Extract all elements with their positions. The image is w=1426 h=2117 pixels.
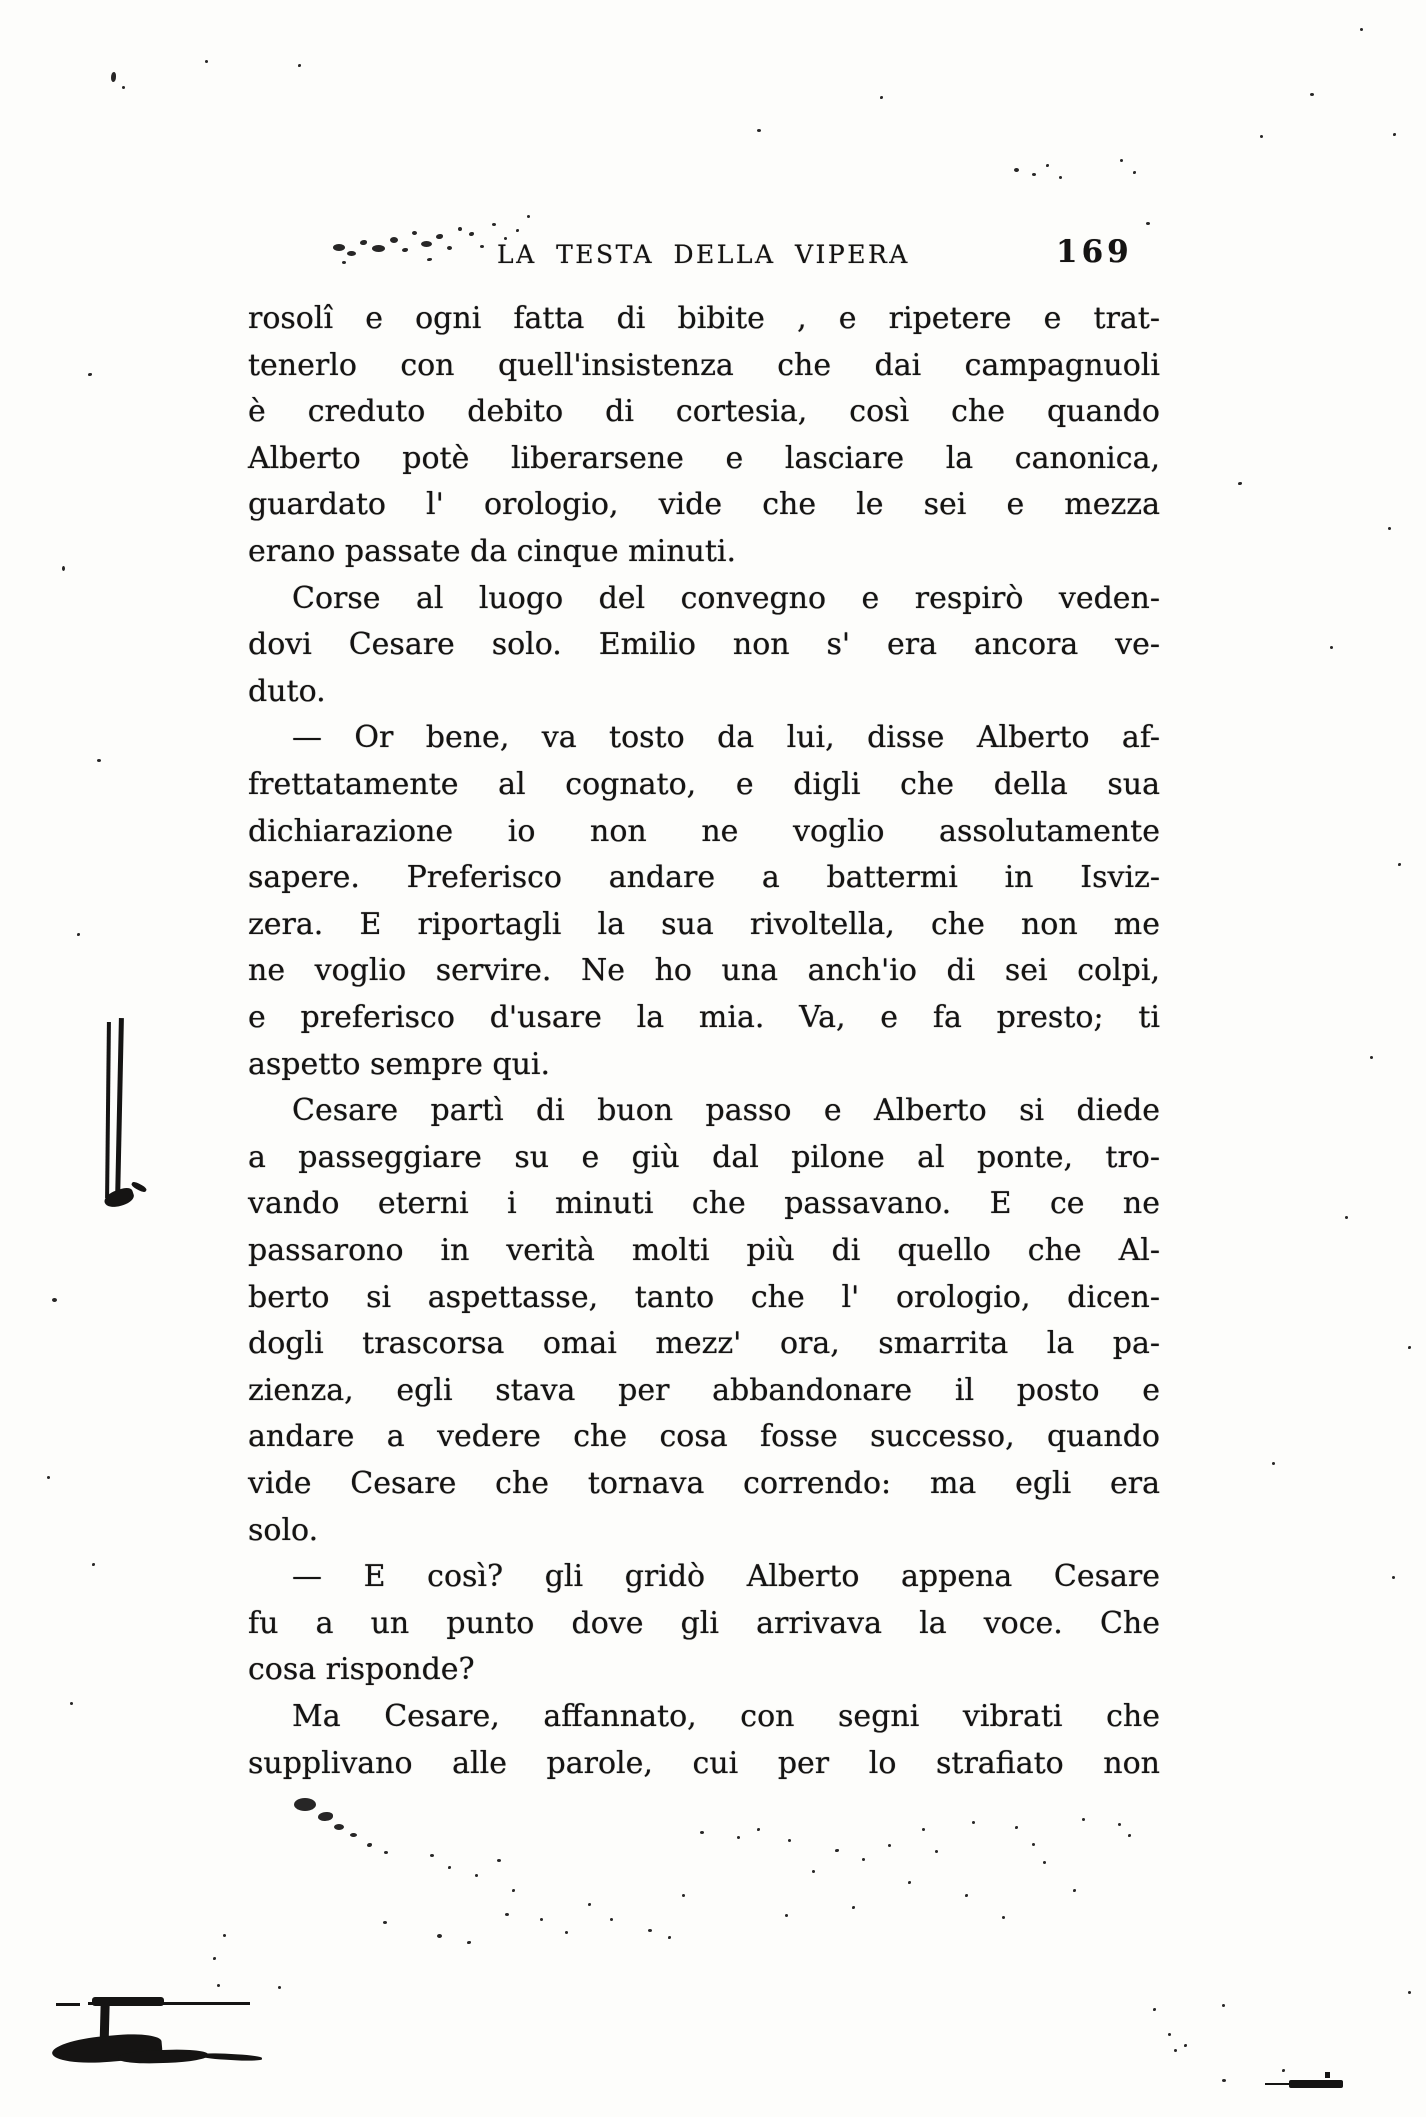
ink-speck bbox=[97, 759, 101, 762]
ink-speck bbox=[1388, 527, 1391, 530]
ink-speck bbox=[737, 1836, 740, 1839]
ink-speck bbox=[757, 129, 761, 132]
text-line: Corse al luogo del convegno e respirò veden- bbox=[292, 580, 1160, 616]
ink-speck bbox=[492, 223, 496, 226]
text-line: Cesare partì di buon passo e Alberto si diede bbox=[292, 1093, 1160, 1129]
text-line: guardato l' orologio, vide che le sei e mezza bbox=[248, 487, 1160, 523]
ink-speck bbox=[540, 1918, 543, 1921]
text-line: è creduto debito di cortesia, così che quando bbox=[248, 394, 1160, 430]
text-line: sapere. Preferisco andare a battermi in Isviz- bbox=[248, 860, 1160, 896]
ink-speck bbox=[1330, 646, 1333, 649]
ink-speck bbox=[122, 86, 125, 89]
ink-speck bbox=[333, 244, 345, 251]
ink-speck bbox=[922, 1828, 925, 1831]
text-line: tenerlo con quell'insistenza che dai campagnuoli bbox=[248, 347, 1160, 383]
text-line: dovi Cesare solo. Emilio non s' era ancora ve- bbox=[248, 627, 1160, 663]
ink-speck bbox=[935, 1850, 938, 1853]
ink-speck bbox=[334, 1824, 344, 1830]
text-line: berto si aspettasse, tanto che l' orologio, dicen- bbox=[248, 1279, 1160, 1315]
ink-speck bbox=[217, 1984, 220, 1987]
ink-speck bbox=[350, 1833, 357, 1837]
text-line: dogli trascorsa omai mezz' ora, smarrita la pa- bbox=[248, 1326, 1160, 1362]
running-title: LA TESTA DELLA VIPERA bbox=[497, 240, 910, 269]
ink-speck bbox=[1168, 2033, 1171, 2036]
text-line: zera. E riportagli la sua rivoltella, che non me bbox=[248, 906, 1160, 942]
ink-speck bbox=[505, 1913, 509, 1916]
ink-speck bbox=[70, 1702, 73, 1705]
ink-speck bbox=[862, 1858, 865, 1861]
ink-speck bbox=[1222, 2004, 1225, 2007]
text-line: vando eterni i minuti che passavano. E ce ne bbox=[248, 1186, 1160, 1222]
text-line: fu a un punto dove gli arrivava la voce. Che bbox=[248, 1605, 1160, 1641]
ink-speck bbox=[1002, 1916, 1005, 1919]
ink-speck bbox=[384, 1851, 388, 1854]
ink-speck bbox=[1260, 135, 1263, 138]
text-line: supplivano alle parole, cui per lo strafiato non bbox=[248, 1745, 1160, 1781]
ink-speck bbox=[1360, 28, 1363, 31]
ink-speck bbox=[610, 1918, 613, 1921]
ink-speck bbox=[347, 251, 356, 256]
ink-speck bbox=[1032, 1843, 1035, 1846]
ink-speck bbox=[383, 1921, 387, 1924]
mark-tick bbox=[1325, 2072, 1330, 2078]
ink-speck bbox=[1118, 1823, 1121, 1826]
text-line: vide Cesare che tornava correndo: ma egli era bbox=[248, 1466, 1160, 1501]
text-line: rosolî e ogni fatta di bibite , e ripetere e trat- bbox=[248, 301, 1160, 336]
ink-speck bbox=[1408, 1991, 1411, 1994]
page-number: 169 bbox=[1056, 234, 1133, 270]
ink-speck bbox=[1032, 173, 1036, 176]
text-line: aspetto sempre qui. bbox=[248, 1046, 551, 1082]
text-line: zienza, egli stava per abbandonare il posto e bbox=[248, 1372, 1160, 1408]
ink-speck bbox=[1082, 1818, 1085, 1821]
text-line: erano passate da cinque minuti. bbox=[248, 534, 737, 569]
mark-tick bbox=[131, 1181, 148, 1194]
ink-speck bbox=[278, 1986, 281, 1989]
text-line: solo. bbox=[248, 1512, 319, 1548]
bottom-right-ink-line bbox=[1265, 2070, 1349, 2092]
ink-speck bbox=[62, 566, 65, 571]
ink-speck bbox=[1370, 1056, 1373, 1059]
mark-stroke bbox=[115, 1018, 124, 1200]
mark-stroke bbox=[56, 2003, 80, 2006]
text-line: Ma Cesare, affannato, con segni vibrati che bbox=[292, 1699, 1160, 1734]
ink-speck bbox=[205, 60, 208, 63]
ink-speck bbox=[682, 1894, 685, 1897]
text-line: ne voglio servire. Ne ho una anch'io di sei colpi, bbox=[248, 953, 1160, 989]
text-line: a passeggiare su e giù dal pilone al ponte, tro- bbox=[248, 1139, 1160, 1175]
text-line: frettatamente al cognato, e digli che della sua bbox=[248, 767, 1160, 802]
ink-speck bbox=[1146, 222, 1150, 225]
ink-speck bbox=[372, 245, 385, 252]
ink-speck bbox=[1310, 93, 1314, 96]
ink-speck bbox=[480, 245, 484, 248]
text-line: Alberto potè liberarsene e lasciare la canonica, bbox=[248, 440, 1160, 476]
ink-speck bbox=[527, 215, 530, 218]
ink-speck bbox=[1174, 2049, 1177, 2052]
ink-speck bbox=[700, 1831, 704, 1834]
ink-speck bbox=[342, 261, 346, 264]
ink-speck bbox=[1392, 1576, 1395, 1579]
text-line: passarono in verità molti più di quello che Al- bbox=[248, 1233, 1160, 1268]
text-line: — Or bene, va tosto da lui, disse Alberto af- bbox=[292, 720, 1160, 756]
text-line: dichiarazione io non ne voglio assolutamente bbox=[248, 813, 1160, 849]
ink-speck bbox=[497, 1859, 501, 1862]
ink-speck bbox=[1014, 168, 1019, 172]
ink-speck bbox=[437, 1934, 442, 1938]
ink-speck bbox=[1059, 176, 1062, 179]
ink-speck bbox=[430, 1854, 434, 1857]
ink-speck bbox=[421, 241, 432, 247]
mark-stroke bbox=[200, 2052, 262, 2061]
ink-speck bbox=[1272, 1462, 1275, 1465]
ink-speck bbox=[504, 237, 507, 240]
ink-speck bbox=[1222, 2079, 1226, 2082]
ink-speck bbox=[972, 1821, 975, 1824]
text-line: duto. bbox=[248, 673, 326, 709]
ink-speck bbox=[565, 1931, 568, 1934]
ink-speck bbox=[1345, 1216, 1348, 1219]
ink-speck bbox=[1043, 1861, 1046, 1864]
ink-speck bbox=[785, 1914, 788, 1917]
ink-speck bbox=[447, 246, 452, 250]
text-line: andare a vedere che cosa fosse successo, quando bbox=[248, 1419, 1160, 1455]
ink-speck bbox=[475, 1874, 478, 1877]
ink-speck bbox=[812, 1870, 815, 1873]
ink-speck bbox=[788, 1839, 791, 1842]
ink-speck bbox=[52, 1298, 57, 1302]
mark-stroke bbox=[1289, 2080, 1343, 2088]
margin-pen-mark bbox=[104, 1018, 156, 1214]
ink-speck bbox=[1120, 159, 1123, 162]
text-line: e preferisco d'usare la mia. Va, e fa presto; ti bbox=[248, 1000, 1160, 1035]
ink-speck bbox=[390, 237, 398, 243]
mark-stroke bbox=[105, 1022, 111, 1198]
ink-speck bbox=[412, 231, 417, 235]
bottom-left-ink-mark bbox=[48, 1994, 268, 2074]
ink-speck bbox=[648, 1929, 652, 1932]
text-line: cosa risponde? bbox=[248, 1652, 475, 1688]
ink-speck bbox=[458, 227, 462, 231]
ink-speck bbox=[223, 1934, 226, 1937]
ink-speck bbox=[294, 1798, 316, 1811]
text-line: — E così? gli gridò Alberto appena Cesare bbox=[292, 1559, 1160, 1595]
ink-speck bbox=[47, 1476, 50, 1479]
ink-speck bbox=[888, 1844, 891, 1847]
